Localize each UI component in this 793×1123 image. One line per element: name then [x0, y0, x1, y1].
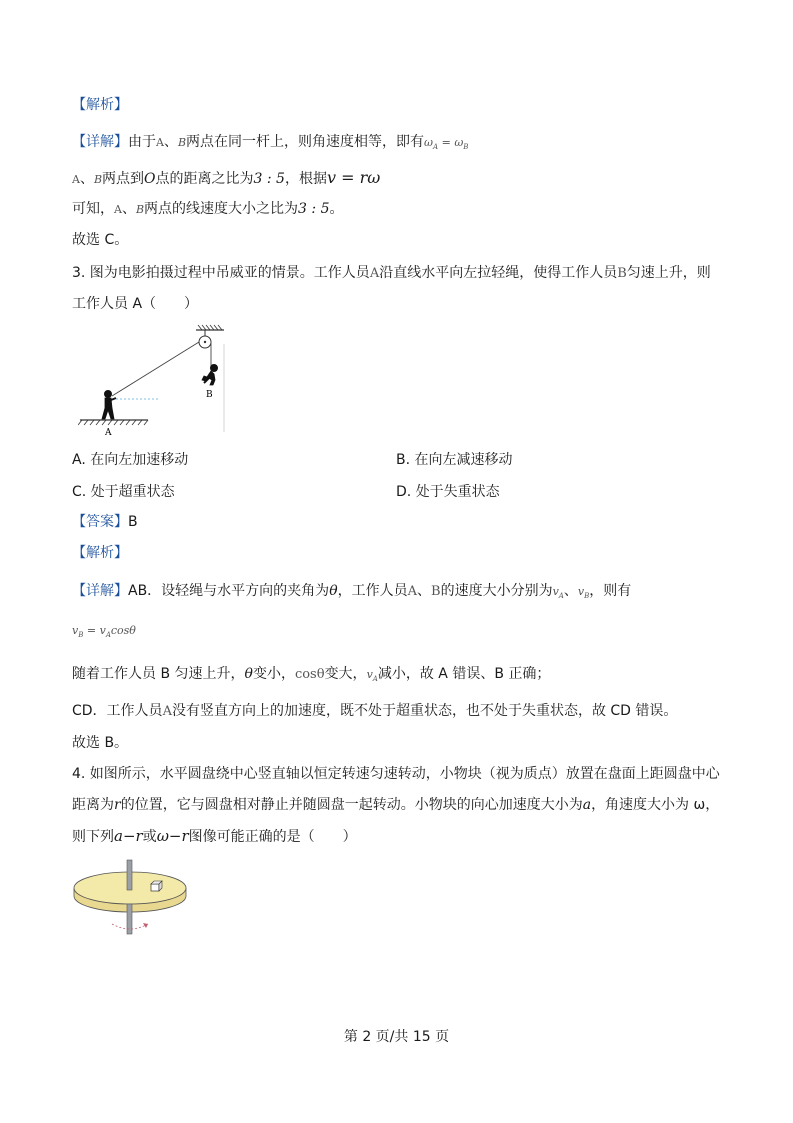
q4-stem-line-1: 4. 如图所示，水平圆盘绕中心竖直轴以恒定转速匀速转动，小物块（视为质点）放置在盘面上距圆盘中心: [72, 766, 720, 782]
option-a[interactable]: A. 在向左加速移动: [72, 452, 189, 468]
option-b[interactable]: B. 在向左减速移动: [396, 452, 513, 468]
answer-value: B: [128, 514, 138, 530]
q2-detail-line-3: 可知，A、B两点的线速度大小之比为3 : 5。: [72, 201, 344, 217]
option-c[interactable]: C. 处于超重状态: [72, 484, 175, 500]
option-d[interactable]: D. 处于失重状态: [396, 484, 500, 500]
page-footer: 第 2 页/共 15 页: [343, 1029, 450, 1045]
person-b-icon: [202, 365, 218, 386]
analysis-label: 【解析】: [72, 97, 128, 113]
figure-label-b: B: [206, 390, 213, 400]
q3-stem-line-2: 工作人员 A（ ）: [72, 296, 199, 312]
q4-stem-line-2: 距离为r的位置，它与圆盘相对静止并随圆盘一起转动。小物块的向心加速度大小为a，角速度大小为 ω，: [72, 797, 720, 813]
formula-vb-equals-va-cos: $v_B = v_A\cos\theta$: [72, 624, 136, 640]
q3-detail-line-1: 【详解】AB．设轻绳与水平方向的夹角为θ，工作人员A、B的速度大小分别为$v_A$、$v_B$，则有: [72, 583, 632, 601]
analysis-label: 【解析】: [72, 545, 128, 561]
q3-conclusion: 故选 B。: [72, 735, 129, 751]
q2-detail-line-2: A、B两点到O点的距离之比为3 : 5，根据v = rω: [72, 168, 381, 187]
detail-label: 【详解】: [72, 134, 128, 150]
q3-detail-line-4: CD．工作人员A没有竖直方向上的加速度，既不处于超重状态，也不处于失重状态，故 CD 错误。: [72, 703, 678, 719]
omega-equality-formula: $\omega_A = \omega_B$: [424, 136, 469, 152]
detail-label: 【详解】: [72, 583, 128, 599]
rotating-disc-figure: [70, 856, 190, 942]
q2-conclusion: 故选 C。: [72, 232, 129, 248]
q2-detail-line-1: 【详解】由于A、B两点在同一杆上，则角速度相等，即有$\omega_A = \omega_B$: [72, 134, 469, 152]
q3-stem-line-1: 3. 图为电影拍摄过程中吊威亚的情景。工作人员A沿直线水平向左拉轻绳，使得工作人员B匀速上升，则: [72, 265, 711, 281]
q4-stem-line-3: 则下列a−r或ω−r图像可能正确的是（ ）: [72, 827, 357, 845]
ratio-3-5: 3 : 5: [253, 171, 285, 187]
q3-detail-line-3: 随着工作人员 B 匀速上升，θ变小，cosθ变大，$v_A$减小，故 A 错误、B 正确；: [72, 666, 551, 684]
wire-stunt-figure: [78, 322, 238, 440]
answer-label: 【答案】: [72, 514, 128, 530]
formula-v-r-omega: v = rω: [326, 168, 381, 187]
small-block-icon: [151, 881, 162, 891]
figure-label-a: A: [105, 428, 112, 438]
answer-line: [72, 512, 138, 532]
